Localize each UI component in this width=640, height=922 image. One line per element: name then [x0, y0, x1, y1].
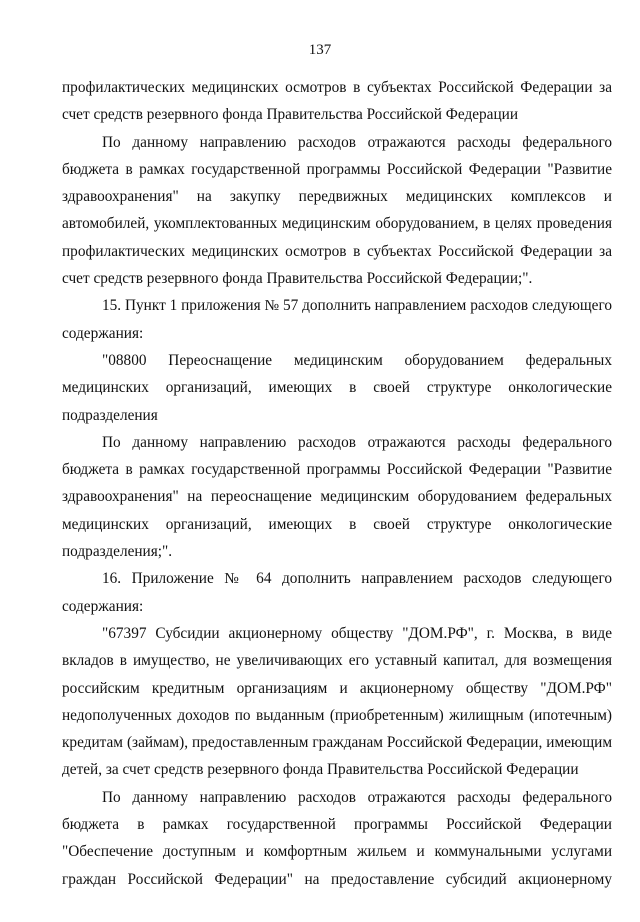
paragraph-item-16: 16. Приложение № 64 дополнить направлением расходов следующего содержания: [62, 570, 612, 615]
paragraph-expense-description-3: По данному направлению расходов отражаются расходы федерального бюджета в рамках государственной программы Российской Федерации "Обеспечение доступным и комфортным жильем и коммунальными услугами граждан Российской Федерации" на предоставление субсидий акционерному [62, 788, 612, 888]
paragraph-continuation: профилактических медицинских осмотров в субъектах Российской Федерации за счет средств резервного фонда Правительства Российской Федерации [62, 79, 612, 124]
paragraph-expense-description-2: По данному направлению расходов отражаются расходы федерального бюджета в рамках государственной программы Российской Федерации "Развитие здравоохранения" на переоснащение медицинским оборудованием федеральных медицинских организаций, имеющих в своей структуре онкологические подразделения;". [62, 433, 612, 561]
document-body [62, 74, 612, 893]
page-number: 137 [308, 42, 332, 58]
paragraph-expense-description-1: По данному направлению расходов отражаются расходы федерального бюджета в рамках государственной программы Российской Федерации "Развитие здравоохранения" на закупку передвижных медицинских комплексов и автомобилей, укомплектованных медицинским оборудованием, в целях проведения профилактических медицинских осмотров в субъектах Российской Федерации за счет средств резервного фонда Правительства Российской Федерации;". [62, 133, 612, 288]
paragraph-code-08800: "08800 Переоснащение медицинским оборудованием федеральных медицинских организаций, имеющих в своей структуре онкологические подразделения [62, 351, 612, 424]
paragraph-item-15: 15. Пункт 1 приложения № 57 дополнить направлением расходов следующего содержания: [62, 297, 612, 342]
paragraph-code-67397: "67397 Субсидии акционерному обществу "ДОМ.РФ", г. Москва, в виде вкладов в имущество, не увеличивающих его уставный капитал, для возмещения российским кредитным организациям и акционерному обществу "ДОМ.РФ" недополученных доходов по выданным (приобретенным) жилищным (ипотечным) кредитам (займам), предоставленным гражданам Российской Федерации, имеющим детей, за счет средств резервного фонда Правительства Российской Федерации [62, 624, 612, 779]
